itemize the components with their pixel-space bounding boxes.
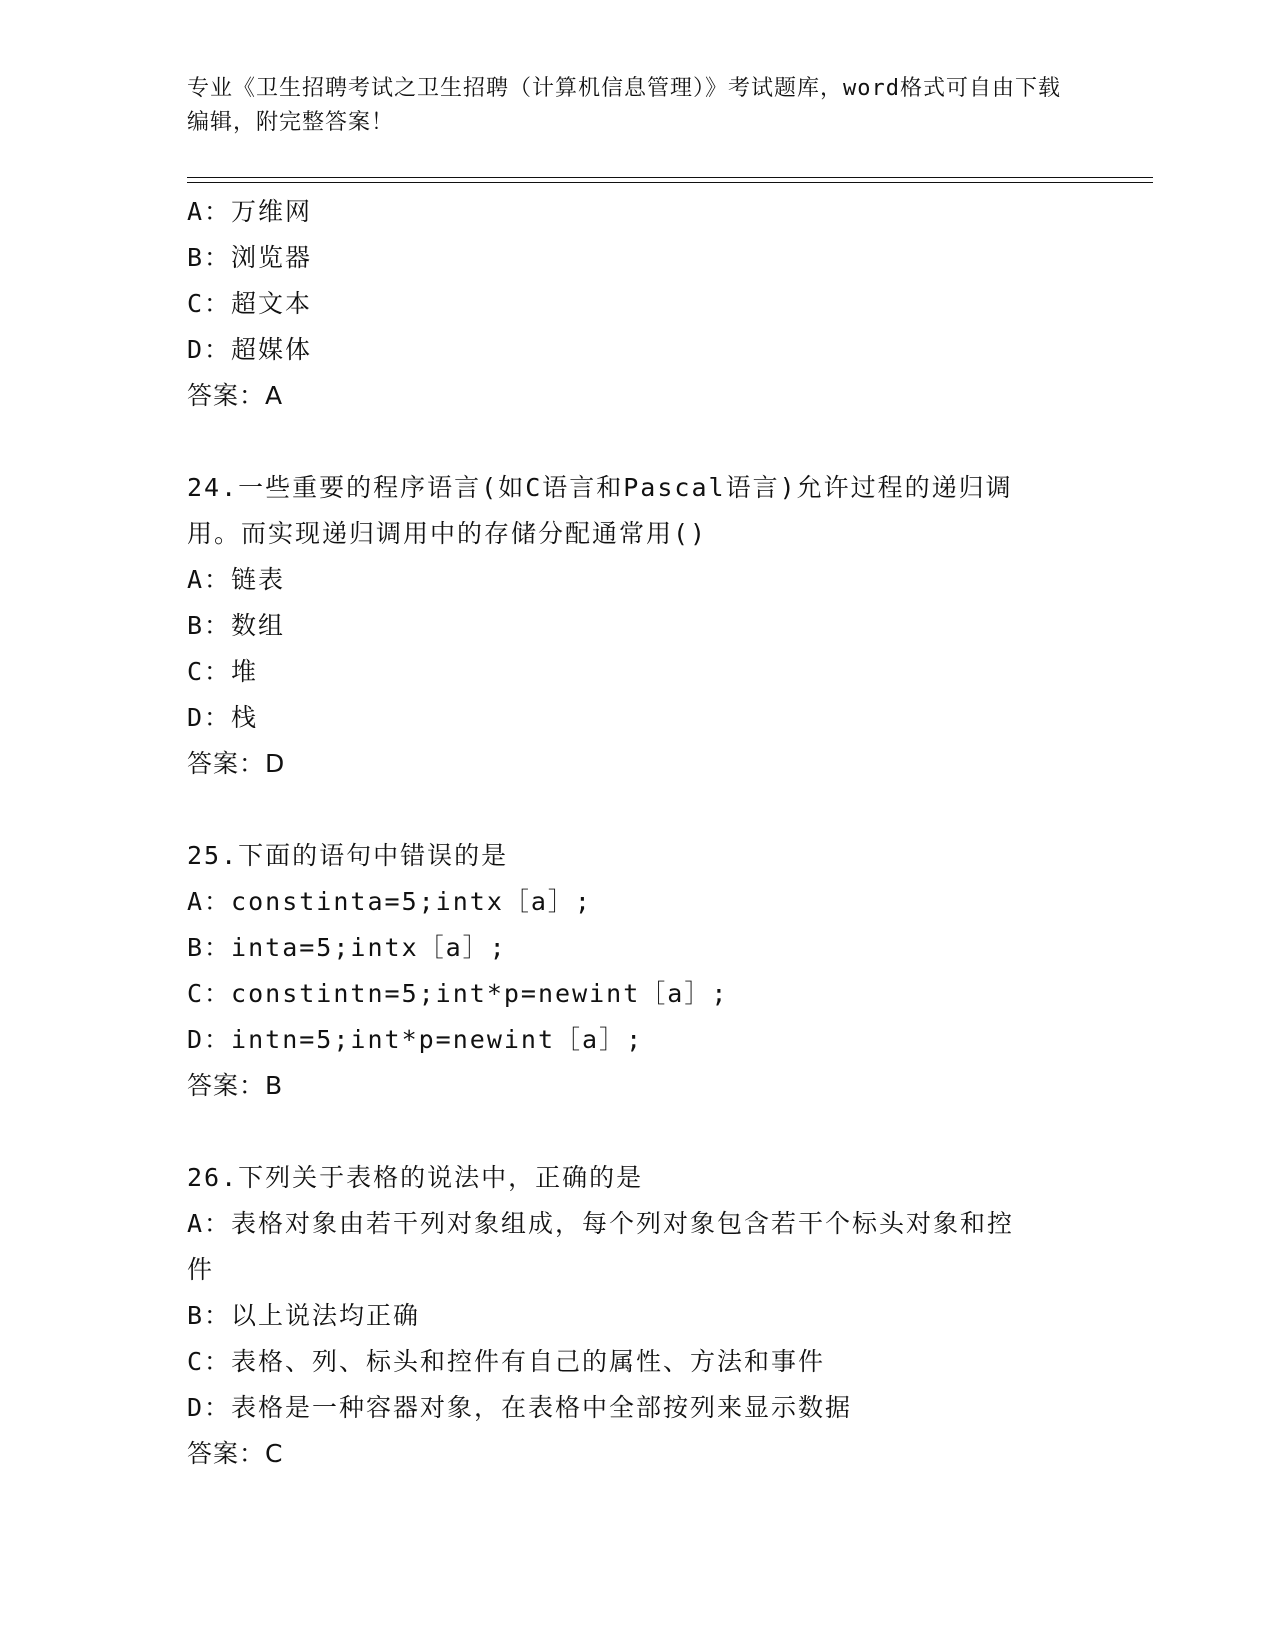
option-c: C：堆 xyxy=(187,657,259,686)
option-c: C：constintn=5;int*p=newint［a］; xyxy=(187,979,729,1008)
option-b: B：浏览器 xyxy=(187,243,313,272)
option-a: A：链表 xyxy=(187,565,286,594)
answer: 答案：A xyxy=(187,381,284,410)
option-b: B：inta=5;intx［a］; xyxy=(187,933,507,962)
spacer xyxy=(187,1109,1077,1155)
option-d: D：超媒体 xyxy=(187,335,313,364)
option-d: D：表格是一种容器对象，在表格中全部按列来显示数据 xyxy=(187,1393,853,1422)
question-stem: 25.下面的语句中错误的是 xyxy=(187,841,509,870)
option-a: A：constinta=5;intx［a］; xyxy=(187,887,592,916)
header-rule-top xyxy=(187,177,1153,178)
question-25 xyxy=(187,833,1077,1109)
option-a-continued: 件 xyxy=(187,1255,215,1284)
question-23 xyxy=(187,189,1077,419)
question-24 xyxy=(187,465,1077,787)
option-a: A：表格对象由若干列对象组成，每个列对象包含若干个标头对象和控 xyxy=(187,1209,1015,1238)
option-c: C：超文本 xyxy=(187,289,313,318)
question-26 xyxy=(187,1155,1077,1477)
header-rule-bottom xyxy=(187,182,1153,183)
spacer xyxy=(187,419,1077,465)
option-b: B：以上说法均正确 xyxy=(187,1301,421,1330)
question-stem: 24.一些重要的程序语言(如C语言和Pascal语言)允许过程的递归调 xyxy=(187,473,1013,502)
option-d: D：栈 xyxy=(187,703,259,732)
document-header: 专业《卫生招聘考试之卫生招聘（计算机信息管理）》考试题库，word格式可自由下载编辑，附完整答案！ xyxy=(187,76,1061,135)
answer: 答案：B xyxy=(187,1071,284,1100)
question-stem-continued: 用。而实现递归调用中的存储分配通常用() xyxy=(187,519,708,548)
option-d: D：intn=5;int*p=newint［a］; xyxy=(187,1025,644,1054)
option-c: C：表格、列、标头和控件有自己的属性、方法和事件 xyxy=(187,1347,826,1376)
answer: 答案：D xyxy=(187,749,286,778)
spacer xyxy=(187,787,1077,833)
question-list xyxy=(187,189,1077,1477)
option-a: A：万维网 xyxy=(187,197,313,226)
question-stem: 26.下列关于表格的说法中，正确的是 xyxy=(187,1163,644,1192)
answer: 答案：C xyxy=(187,1439,284,1468)
option-b: B：数组 xyxy=(187,611,286,640)
